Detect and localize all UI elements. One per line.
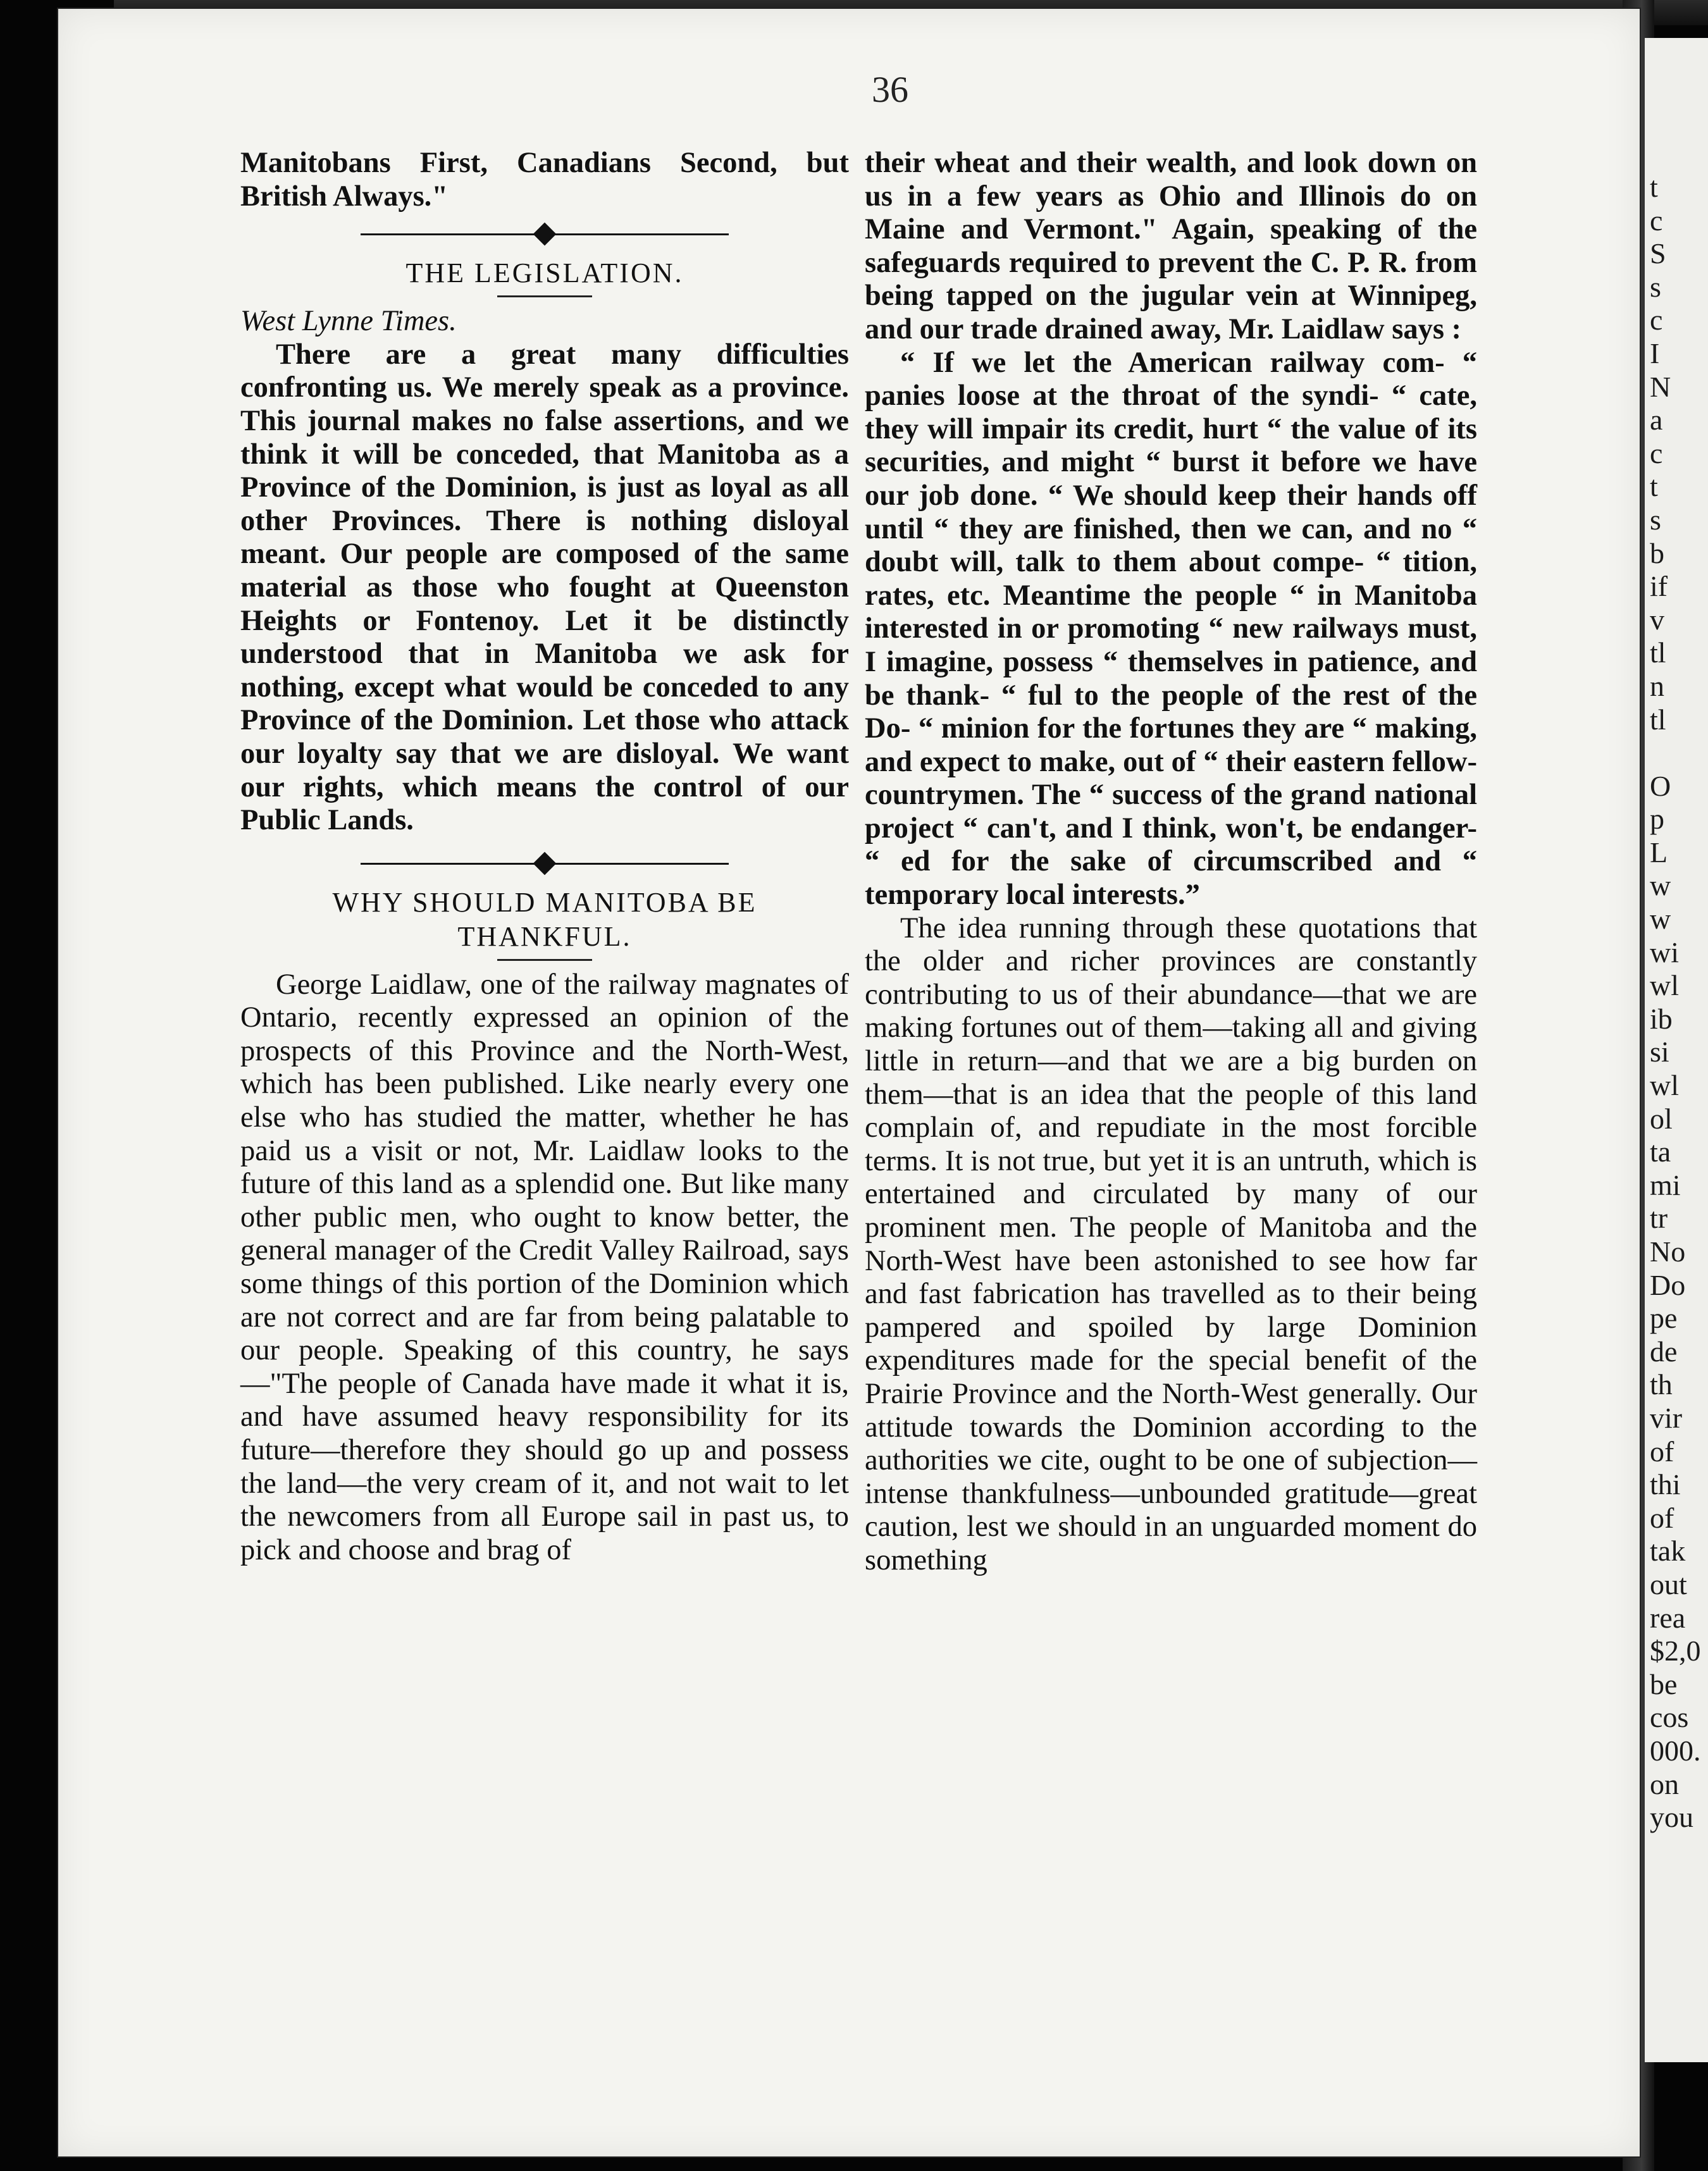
adjacent-page-line: c (1650, 204, 1663, 237)
adjacent-page-line: $2,0 (1650, 1635, 1701, 1667)
adjacent-page-line: wl (1650, 1069, 1679, 1102)
source-attribution: West Lynne Times. (240, 305, 457, 338)
left-column (240, 147, 849, 1567)
adjacent-page-line: O (1650, 769, 1671, 802)
adjacent-page-line: of (1650, 1501, 1674, 1534)
adjacent-page-line: if (1650, 570, 1668, 603)
adjacent-page-line: vir (1650, 1401, 1683, 1434)
legislation-paragraph: There are a great many difficulties confronting us. We merely speak as a province. This journal makes no false assertions, and we think it will be conceded, that Manitoba as a Province of the Dominion, is just as loyal as all other Provinces. There is nothing disloyal meant. Our people are composed of the same material as those who fought at Queenston Heights or Fontenoy. Let it be distinctly understood that in Manitoba we ask for nothing, except what would be conceded to any Province of the Dominion. Let those who attack our loyalty say that we are disloyal. We want our rights, which means the control of our Public Lands. (240, 338, 849, 837)
adjacent-page-line: be (1650, 1667, 1678, 1700)
adjacent-page-line: t (1650, 470, 1658, 503)
laidlaw-quote: “ If we let the American railway com- “ panies loose at the throat of the syndi- “ cate, they will impair its credit, hurt “ the value of its securities, and might “ burst it before we have our job done. “ We should keep their hands off until “ they are finished, then we can, and no “ doubt will, talk to them about compe- “ tition, rates, etc. Meantime the people “ in Manitoba interested in or promoting “ new railways must, I imagine, possess “ themselves in patience, and be thank- “ ful to the people of the rest of the Do- “ minion for the fortunes they are “ making, and expect to make, out of “ their eastern fellow-countrymen. The “ success of the grand national project “ can't, and I think, won't, be endanger- “ ed for the sake of circumscribed and “ temporary local interests.” (865, 346, 1477, 912)
adjacent-page-line: tr (1650, 1202, 1668, 1235)
adjacent-page-line: you (1650, 1801, 1693, 1834)
adjacent-page-line: s (1650, 503, 1661, 536)
adjacent-page-line: ol (1650, 1102, 1673, 1135)
adjacent-page-line: No (1650, 1235, 1686, 1268)
adjacent-page-line: wi (1650, 936, 1679, 968)
adjacent-page-line: si (1650, 1036, 1669, 1068)
adjacent-page-line: cos (1650, 1701, 1689, 1734)
heading-rule (497, 959, 592, 961)
adjacent-page-line: out (1650, 1568, 1687, 1600)
continued-paragraph: their wheat and their wealth, and look down on us in a few years as Ohio and Illinois do on Maine and Vermont." Again, speaking of the safeguards required to prevent the C. P. R. from being tapped on the jugular vein at Winnipeg, and our trade drained away, Mr. Laidlaw says : (865, 147, 1477, 345)
right-column (865, 147, 1477, 1578)
adjacent-page-line: I (1650, 337, 1660, 369)
adjacent-page-line: b (1650, 536, 1664, 569)
heading-rule (497, 295, 592, 297)
adjacent-page-line: mi (1650, 1168, 1681, 1201)
adjacent-page-line: t (1650, 171, 1658, 203)
adjacent-page-line: 000. (1650, 1734, 1701, 1767)
adjacent-page-line: p (1650, 803, 1664, 836)
section-heading-legislation: THE LEGISLATION. (405, 257, 684, 289)
adjacent-page-line: wl (1650, 969, 1679, 1002)
adjacent-page-line: Do (1650, 1268, 1686, 1301)
adjacent-page-line: w (1650, 903, 1671, 936)
adjacent-page-line: on (1650, 1767, 1679, 1800)
commentary-paragraph: The idea running through these quotations that the older and richer provinces are constantly contributing to us of their abundance—that we are making fortunes out of them—taking all and giving little in return—and that we are a big burden on them—that is an idea that the people of this land complain of, and repudiate in the most forcible terms. It is not true, but yet it is an untruth, which is entertained and circulated by many of our prominent men. The people of Manitoba and the North-West have been astonished to see how far and fast fabrication has travelled as to their being pampered and spoiled by large Dominion expenditures made for the special benefit of the Prairie Province and the North-West generally. Our attitude towards the Dominion according to the authorities we cite, ought to be one of subjection—intense thankfulness—unbounded gratitude—great caution, lest we should in an unguarded moment do something (865, 912, 1477, 1576)
adjacent-page-line: thi (1650, 1468, 1681, 1501)
adjacent-page-line: de (1650, 1335, 1678, 1368)
adjacent-page-line: L (1650, 836, 1668, 869)
section-divider (240, 846, 849, 882)
adjacent-page-line: v (1650, 603, 1664, 636)
adjacent-page-line: c (1650, 304, 1663, 337)
adjacent-page-line: tl (1650, 636, 1666, 669)
adjacent-page-line: w (1650, 869, 1671, 902)
adjacent-page-line: ib (1650, 1002, 1673, 1035)
section-heading-thankful-line1: WHY SHOULD MANITOBA BE (332, 886, 757, 918)
adjacent-page-line: tak (1650, 1535, 1686, 1568)
adjacent-page-line: ta (1650, 1135, 1671, 1168)
adjacent-page-line: n (1650, 669, 1664, 702)
section-heading-thankful-line2: THANKFUL. (457, 920, 632, 952)
adjacent-page-line: c (1650, 436, 1663, 469)
thankful-paragraph: George Laidlaw, one of the railway magnates of Ontario, recently expressed an opinion of the prospects of this Province and the North-West, which has been published. Like nearly every one else who has studied the matter, whether he has paid us a visit or not, Mr. Laidlaw looks to the future of this land as a splendid one. But like many other public men, who ought to know better, the general manager of the Credit Valley Railroad, says some things of this portion of the Dominion which are not correct and are far from being palatable to our people. Speaking of this country, he says—"The people of Canada have made it what it is, and have assumed heavy responsibility for its future—therefore they should go up and possess the land—the very cream of it, and not wait to let the newcomers from all Europe sail in past us, to pick and choose and brag of (240, 968, 849, 1566)
adjacent-page-text (1650, 171, 1708, 1834)
adjacent-page-line: of (1650, 1435, 1674, 1468)
adjacent-page-line: th (1650, 1368, 1673, 1401)
adjacent-page-line: tl (1650, 703, 1666, 736)
adjacent-page-line (1650, 736, 1708, 770)
intro-text: Manitobans First, Canadians Second, but British Always." (240, 147, 849, 213)
adjacent-page-line: a (1650, 404, 1663, 436)
adjacent-page-line: pe (1650, 1302, 1678, 1335)
adjacent-page-line: S (1650, 237, 1666, 270)
section-divider (240, 217, 849, 252)
page-number: 36 (872, 69, 908, 110)
adjacent-page-line: rea (1650, 1601, 1686, 1634)
adjacent-page-line: s (1650, 270, 1661, 303)
adjacent-page-line: N (1650, 370, 1671, 403)
